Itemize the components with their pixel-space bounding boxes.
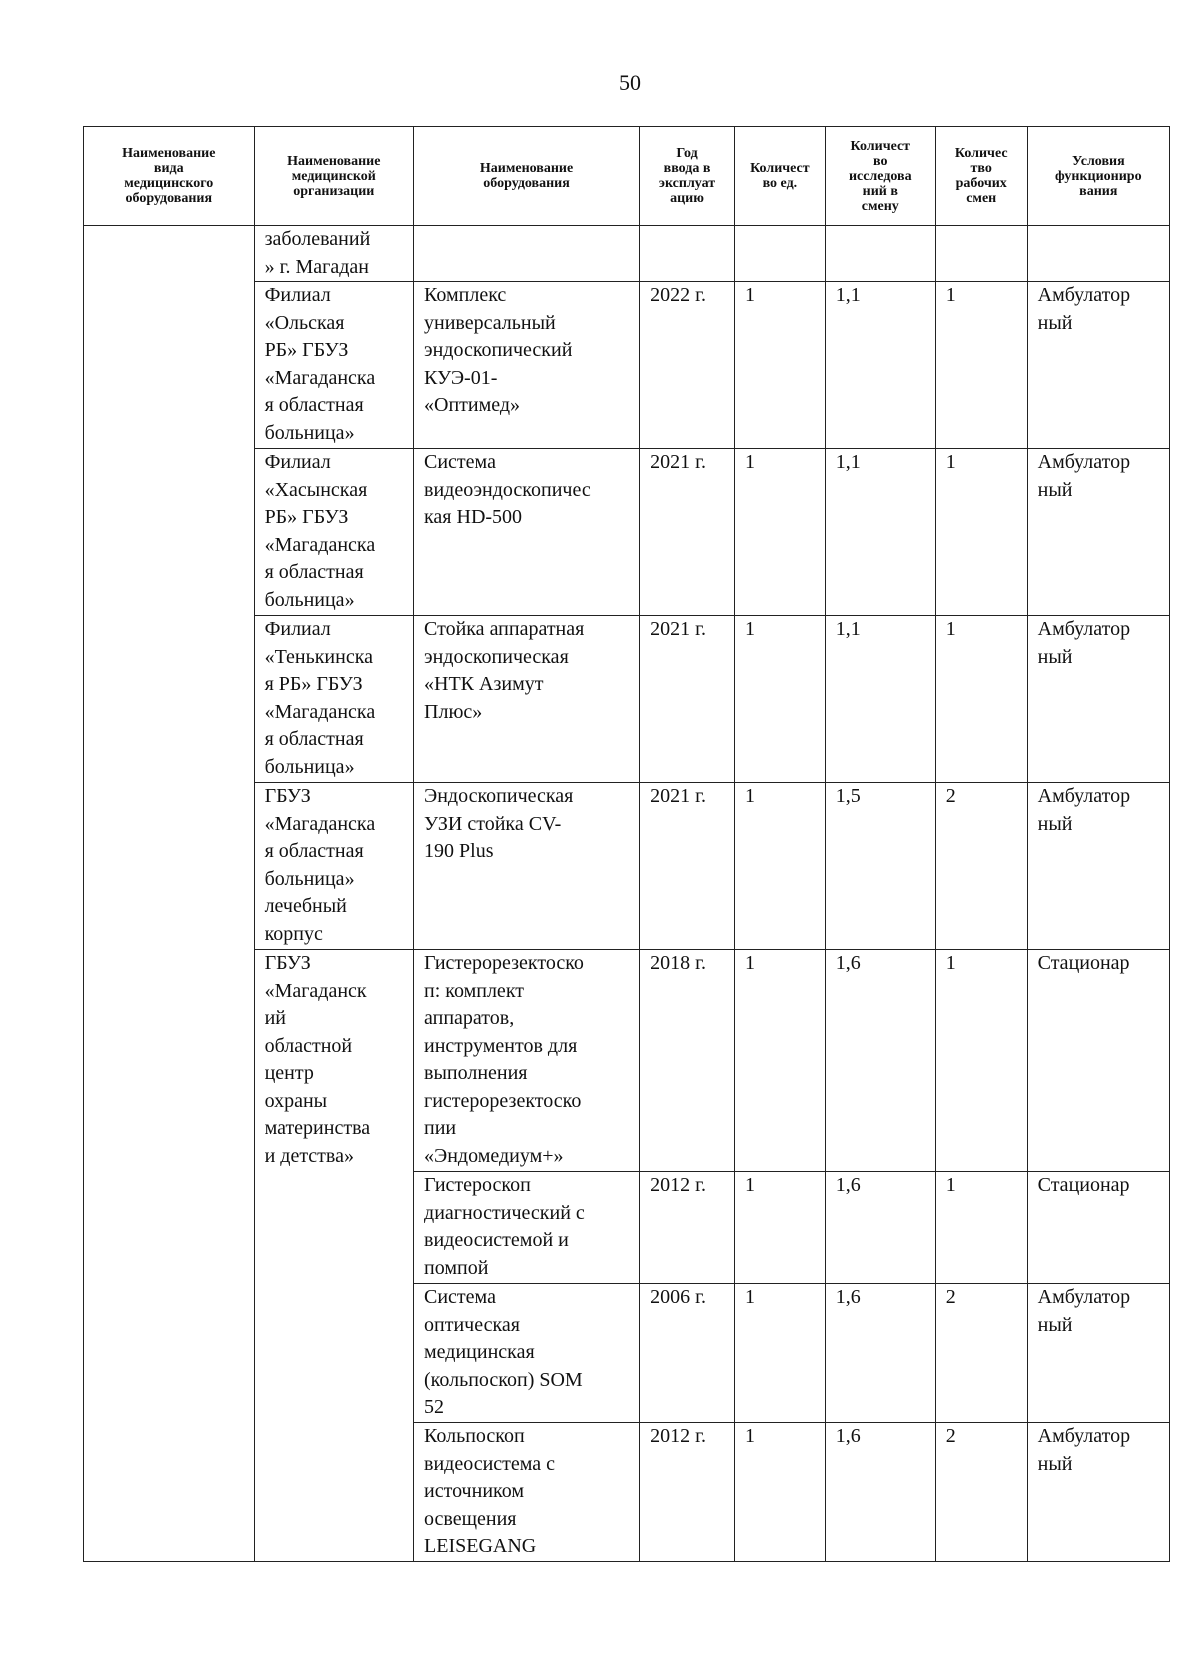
equipment-cell: Кольпоскоп видеосистема с источником освещения LEISEGANG	[414, 1423, 640, 1562]
org-cell: ГБУЗ «Магаданска я областная больница» лечебный корпус	[254, 783, 413, 950]
qty-cell: 1	[734, 616, 825, 783]
shifts-cell: 1	[935, 616, 1027, 783]
header-label: Год ввода в эксплуат ацию	[658, 146, 716, 206]
header-studies-per-shift	[825, 127, 935, 226]
equipment-cell: Эндоскопическая УЗИ стойка CV- 190 Plus	[414, 783, 640, 950]
conditions-cell: Амбулатор ный	[1027, 282, 1169, 449]
year-cell: 2012 г.	[640, 1172, 735, 1284]
year-cell: 2021 г.	[640, 783, 735, 950]
header-conditions	[1027, 127, 1169, 226]
org-cell: ГБУЗ «Магаданск ий областной центр охраны материнства и детства»	[254, 950, 413, 1562]
header-label: Наименование оборудования	[479, 161, 574, 191]
org-cell: Филиал «Ольская РБ» ГБУЗ «Магаданска я областная больница»	[254, 282, 413, 449]
qty-cell: 1	[734, 1423, 825, 1562]
year-cell: 2006 г.	[640, 1284, 735, 1423]
shifts-cell: 2	[935, 1423, 1027, 1562]
year-cell: 2021 г.	[640, 449, 735, 616]
page-number: 50	[619, 70, 641, 95]
header-shifts	[935, 127, 1027, 226]
equipment-cell	[414, 226, 640, 282]
studies-cell: 1,6	[825, 1172, 935, 1284]
header-label: Наименование медицинской организации	[287, 153, 381, 199]
qty-cell	[734, 226, 825, 282]
equipment-cell: Стойка аппаратная эндоскопическая «НТК Азимут Плюс»	[414, 616, 640, 783]
shifts-cell: 1	[935, 282, 1027, 449]
equipment-cell: Гистероскоп диагностический с видеосистемой и помпой	[414, 1172, 640, 1284]
shifts-cell: 1	[935, 1172, 1027, 1284]
shifts-cell: 2	[935, 783, 1027, 950]
studies-cell: 1,6	[825, 1284, 935, 1423]
studies-cell: 1,1	[825, 449, 935, 616]
header-label: Наименование вида медицинского оборудования	[122, 146, 216, 206]
studies-cell	[825, 226, 935, 282]
header-label: Количест во исследова ний в смену	[848, 138, 912, 214]
conditions-cell: Амбулатор ный	[1027, 616, 1169, 783]
shifts-cell: 1	[935, 950, 1027, 1172]
qty-cell: 1	[734, 950, 825, 1172]
header-label: Количест во ед.	[750, 161, 810, 191]
conditions-cell: Амбулатор ный	[1027, 783, 1169, 950]
studies-cell: 1,6	[825, 1423, 935, 1562]
conditions-cell: Амбулатор ный	[1027, 1284, 1169, 1423]
qty-cell: 1	[734, 783, 825, 950]
conditions-cell	[1027, 226, 1169, 282]
header-equipment-name	[414, 127, 640, 226]
conditions-cell: Амбулатор ный	[1027, 1423, 1169, 1562]
qty-cell: 1	[734, 282, 825, 449]
qty-cell: 1	[734, 449, 825, 616]
equipment-cell: Гистерорезектоско п: комплект аппаратов, инструментов для выполнения гистерорезектоско пии «Эндомедиум+»	[414, 950, 640, 1172]
equipment-type-cell	[84, 226, 255, 1562]
year-cell	[640, 226, 735, 282]
studies-cell: 1,5	[825, 783, 935, 950]
conditions-cell: Стационар	[1027, 1172, 1169, 1284]
studies-cell: 1,1	[825, 616, 935, 783]
qty-cell: 1	[734, 1172, 825, 1284]
conditions-cell: Амбулатор ный	[1027, 449, 1169, 616]
year-cell: 2021 г.	[640, 616, 735, 783]
org-cell: Филиал «Тенькинска я РБ» ГБУЗ «Магаданска я областная больница»	[254, 616, 413, 783]
header-label: Условия функциониро вания	[1055, 153, 1142, 199]
shifts-cell: 2	[935, 1284, 1027, 1423]
org-cell: заболеваний » г. Магадан	[254, 226, 413, 282]
shifts-cell	[935, 226, 1027, 282]
equipment-cell: Комплекс универсальный эндоскопический КУЭ-01- «Оптимед»	[414, 282, 640, 449]
header-label: Количес тво рабочих смен	[954, 146, 1008, 206]
studies-cell: 1,6	[825, 950, 935, 1172]
header-year	[640, 127, 735, 226]
org-cell: Филиал «Хасынская РБ» ГБУЗ «Магаданска я областная больница»	[254, 449, 413, 616]
header-quantity	[734, 127, 825, 226]
equipment-cell: Система видеоэндоскопичес кая HD-500	[414, 449, 640, 616]
header-equipment-type	[84, 127, 255, 226]
qty-cell: 1	[734, 1284, 825, 1423]
year-cell: 2012 г.	[640, 1423, 735, 1562]
studies-cell: 1,1	[825, 282, 935, 449]
year-cell: 2018 г.	[640, 950, 735, 1172]
header-organization	[254, 127, 413, 226]
header-row	[84, 127, 1170, 226]
table-row	[84, 226, 1170, 282]
equipment-cell: Система оптическая медицинская (кольпоскоп) SOM 52	[414, 1284, 640, 1423]
equipment-table	[83, 126, 1170, 1562]
conditions-cell: Стационар	[1027, 950, 1169, 1172]
year-cell: 2022 г.	[640, 282, 735, 449]
shifts-cell: 1	[935, 449, 1027, 616]
